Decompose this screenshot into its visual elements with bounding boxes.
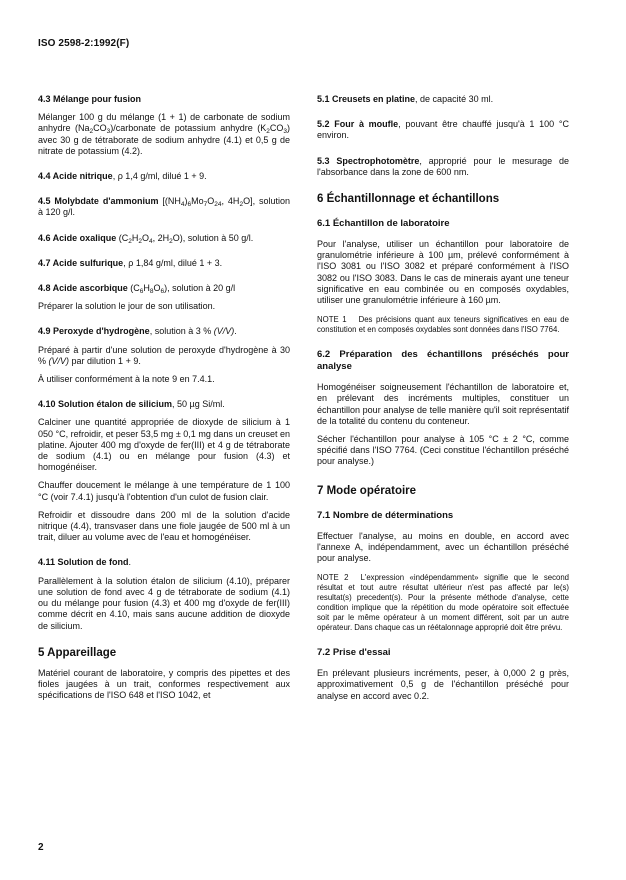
- section-4-10-p2: Chauffer doucement le mélange à une température de 1 100 °C (voir 7.4.1) jusqu'à l'obtention d'un culot de fusion clair.: [38, 480, 290, 502]
- section-7-2-title: 7.2 Prise d'essai: [317, 647, 391, 659]
- section-4-3-title: 4.3 Mélange pour fusion: [38, 94, 142, 104]
- section-6-2-title: 6.2 Préparation des échantillons préséchés pour analyse: [317, 349, 569, 373]
- section-4-11: 4.11 Solution de fond.: [38, 557, 132, 568]
- section-4-7: 4.7 Acide sulfurique, ρ 1,84 g/ml, dilué 1 + 3.: [38, 257, 223, 268]
- section-6-1-title: 6.1 Échantillon de laboratoire: [317, 218, 450, 230]
- section-4-9-usage: À utiliser conformément à la note 9 en 7.4.1.: [38, 374, 215, 385]
- note-2: [317, 573, 569, 633]
- page-number: 2: [38, 842, 44, 853]
- section-4-5: 4.5 Molybdate d'ammonium [$(NH_4)_6Mo_7O_{24}$, $4H_2O$], solution à 120 g/l.: [38, 196, 290, 218]
- document-header: ISO 2598-2:1992(F): [38, 38, 130, 49]
- section-4-9: 4.9 Peroxyde d'hydrogène, solution à 3 % (V/V).: [38, 326, 237, 337]
- note-2-label: NOTE 2: [317, 573, 349, 583]
- section-4-11-p1: Parallèlement à la solution étalon de silicium (4.10), préparer une solution de fond avec 4 g de tétraborate de sodium (4.1) ou du mélange pour fusion (4.3) et 400 mg d'oxyde de fer(III) comme décrit en 4.10, mais sans aucune addition de dioxyde de silicium.: [38, 575, 290, 631]
- left-column: [38, 92, 290, 701]
- note-1-label: NOTE 1: [317, 315, 347, 325]
- section-5-p1: Matériel courant de laboratoire, y compris des pipettes et des fioles jaugées à un trait, conformes respectivement aux spécifications de l'ISO 648 et l'ISO 1042, et: [38, 667, 290, 701]
- section-6-2-p1: Homogénéiser soigneusement l'échantillon de laboratoire et, en prélevant des incréments multiples, constituer un échantillon pour analyse de telle manière qu'il soit représentatif de la totalité du contenu du conteneur.: [317, 382, 569, 426]
- section-7-1-p1: Effectuer l'analyse, au moins en double, en accord avec l'annexe A, indépendamment, avec un échantillon préséché pour analyse.: [317, 530, 569, 564]
- right-column: [317, 92, 569, 702]
- section-7-title: 7 Mode opératoire: [317, 484, 417, 497]
- section-6-title: 6 Échantillonnage et échantillons: [317, 193, 500, 206]
- section-7-2-p1: En prélevant plusieurs incréments, peser, à 0,000 2 g près, approximativement 0,5 g de l'échantillon préséché pour analyse en accord avec 0.2.: [317, 668, 569, 701]
- section-4-3-text: Mélanger 100 g du mélange (1 + 1) de carbonate de sodium anhydre $(Na_2CO_3)$/carbonate de potassium anhydre $(K_2CO_3)$ avec 30 g de tétraborate de sodium anhydre (4.1) et 0,5 g de nitrate de potassium (4.2).: [38, 112, 290, 156]
- section-4-4: 4.4 Acide nitrique, ρ 1,4 g/ml, dilué 1 + 9.: [38, 171, 207, 182]
- section-5-title: 5 Appareillage: [38, 646, 117, 659]
- section-5-2: 5.2 Four à moufle, pouvant être chauffé jusqu'à 1 100 °C environ.: [317, 119, 569, 141]
- section-4-8: 4.8 Acide ascorbique $(C_6H_8O_6)$, solution à 20 g/l: [38, 283, 236, 296]
- section-4-6: 4.6 Acide oxalique ($C_2H_2O_4$, $2H_2O$), solution à 50 g/l.: [38, 232, 254, 245]
- section-7-1-title: 7.1 Nombre de déterminations: [317, 509, 454, 521]
- section-4-8-text: Préparer la solution le jour de son utilisation.: [38, 301, 216, 312]
- section-4-3: [38, 94, 290, 105]
- section-5-1: 5.1 Creusets en platine, de capacité 30 ml.: [317, 94, 494, 104]
- note-1: [317, 315, 569, 335]
- note-1-text: Des précisions quant aux teneurs significatives en eau de constitution et en composés oxydables sont données dans l'ISO 7764.: [317, 315, 569, 335]
- section-4-10: 4.10 Solution étalon de silicium, 50 µg Si/ml.: [38, 399, 225, 410]
- section-5-3: 5.3 Spectrophotomètre, approprié pour le mesurage de l'absorbance dans la zone de 600 nm.: [317, 155, 569, 177]
- section-4-9-text: Préparé à partir d'une solution de peroxyde d'hydrogène à 30 % (V/V) par dilution 1 + 9.: [38, 344, 290, 366]
- section-6-2-p2: Sécher l'échantillon pour analyse à 105 °C ± 2 °C, comme spécifié dans l'ISO 7764. (Ceci constitue l'échantillon préséché pour analyse.): [317, 434, 569, 467]
- section-4-10-p1: Calciner une quantité appropriée de dioxyde de silicium à 1 050 °C, refroidir, et peser 53,5 mg ± 0,1 mg dans un creuset en platine. Ajouter 400 mg d'oxyde de fer(III) et 4 g de tétraborate de sodium (4.1) ou en mélange pour fusion (4.3) et homogénéiser.: [38, 417, 290, 473]
- note-2-text: L'expression «indépendamment» signifie que le second résultat et tout autre résultat ultérieur n'est pas affecté par le(s) resultat(s) precedent(s). Pour la présente méthode d'analyse, cette condition implique que la répétition du mode opératoire soit effectuée soit par le même opérateur à un moment différent, soit par un autre opérateur. Dans chaque cas un réétalonnage approprié doit être prévu.: [317, 573, 569, 633]
- section-4-10-p3: Refroidir et dissoudre dans 200 ml de la solution d'acide nitrique (4.4), transvaser dans une fiole jaugée de 500 ml à un trait, diluer au volume avec de l'eau et homogénéiser.: [38, 509, 290, 543]
- section-6-1-p1: Pour l'analyse, utiliser un échantillon pour laboratoire de granulométrie inférieure à 100 µm, prélevé conformément à l'ISO 3081 ou l'ISO 3082 et préparé conformément à l'ISO 3082 ou l'ISO 3083. Dans le cas de minerais ayant une teneur significative en eau combinée ou en composés oxydables, utiliser une granulométrie inférieure à 160 µm.: [317, 239, 569, 306]
